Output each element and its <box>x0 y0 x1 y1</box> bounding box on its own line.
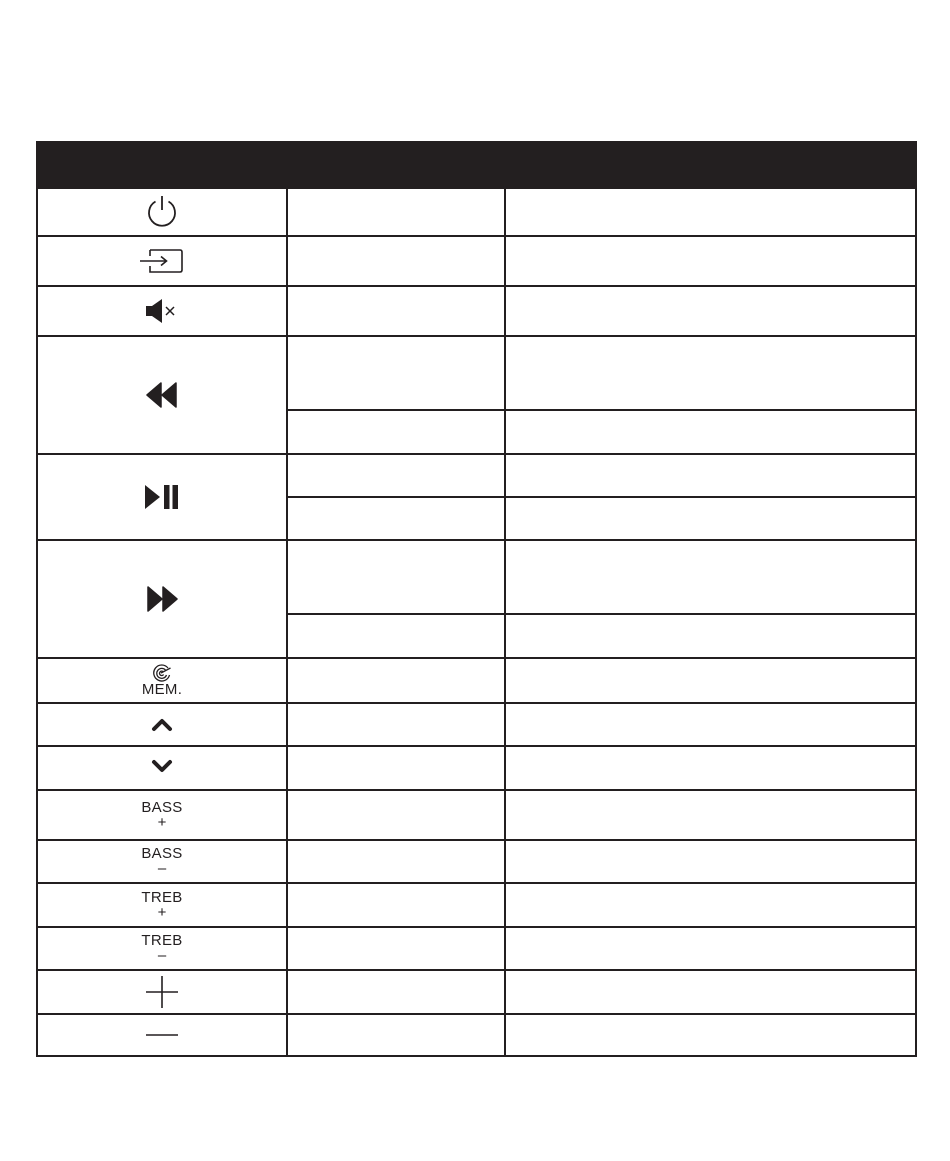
table-row <box>37 970 916 1014</box>
button-name-cell <box>287 286 505 336</box>
rewind-icon <box>146 382 178 408</box>
table-row <box>37 540 916 614</box>
volume-up-icon <box>144 974 180 1010</box>
button-icon-cell <box>37 236 287 286</box>
table-row <box>37 1014 916 1056</box>
button-description-cell <box>505 840 916 883</box>
button-description-cell <box>505 790 916 840</box>
button-description-cell <box>505 410 916 454</box>
button-description-cell <box>505 540 916 614</box>
memory-label: MEM. <box>141 680 183 698</box>
power-icon <box>144 194 180 230</box>
button-name-cell <box>287 970 505 1014</box>
button-description-cell <box>505 336 916 410</box>
plus-sign: + <box>157 903 167 921</box>
minus-sign: – <box>157 947 167 965</box>
table-row <box>37 286 916 336</box>
button-icon-cell <box>37 790 287 840</box>
button-name-cell <box>287 703 505 746</box>
button-icon-cell <box>37 746 287 790</box>
button-icon-cell <box>37 540 287 658</box>
bass-down-key <box>38 846 286 876</box>
input-source-icon <box>138 248 186 274</box>
table-row <box>37 236 916 286</box>
button-description-cell <box>505 497 916 540</box>
treble-label: TREB <box>141 888 183 906</box>
table-row <box>37 746 916 790</box>
table-row <box>37 188 916 236</box>
table-header-row <box>37 142 916 188</box>
table-row <box>37 840 916 883</box>
header-cell-button <box>37 142 287 188</box>
button-icon-cell <box>37 883 287 927</box>
button-icon-cell <box>37 927 287 970</box>
button-icon-cell <box>37 840 287 883</box>
button-name-cell <box>287 336 505 410</box>
button-name-cell <box>287 410 505 454</box>
memory-icon <box>152 664 172 682</box>
volume-down-icon <box>144 1030 180 1040</box>
button-name-cell <box>287 188 505 236</box>
button-name-cell <box>287 1014 505 1056</box>
table-row <box>37 703 916 746</box>
button-name-cell <box>287 540 505 614</box>
button-description-cell <box>505 927 916 970</box>
plus-sign: + <box>157 813 167 831</box>
button-description-cell <box>505 286 916 336</box>
button-name-cell <box>287 236 505 286</box>
table-row <box>37 658 916 702</box>
table-row <box>37 790 916 840</box>
button-description-cell <box>505 883 916 927</box>
bass-label: BASS <box>141 845 183 863</box>
button-icon-cell <box>37 286 287 336</box>
button-description-cell <box>505 188 916 236</box>
button-icon-cell <box>37 970 287 1014</box>
button-icon-cell <box>37 188 287 236</box>
chevron-up-icon <box>151 716 173 732</box>
table-row <box>37 883 916 927</box>
button-icon-cell <box>37 1014 287 1056</box>
bass-up-key <box>38 800 286 830</box>
button-name-cell <box>287 746 505 790</box>
button-description-cell <box>505 1014 916 1056</box>
button-name-cell <box>287 927 505 970</box>
treble-up-key <box>38 890 286 920</box>
button-icon-cell <box>37 703 287 746</box>
button-description-cell <box>505 614 916 658</box>
button-name-cell <box>287 790 505 840</box>
fast-forward-icon <box>146 586 178 612</box>
bass-label: BASS <box>141 798 183 816</box>
mute-icon <box>144 298 180 324</box>
button-icon-cell <box>37 454 287 540</box>
button-description-cell <box>505 236 916 286</box>
button-icon-cell <box>37 658 287 702</box>
button-description-cell <box>505 658 916 702</box>
button-function-table <box>36 141 917 1057</box>
button-name-cell <box>287 658 505 702</box>
button-description-cell <box>505 970 916 1014</box>
button-description-cell <box>505 454 916 497</box>
table-row <box>37 336 916 410</box>
button-name-cell <box>287 614 505 658</box>
memory-key <box>38 664 286 698</box>
play-pause-icon <box>143 484 181 510</box>
button-icon-cell <box>37 336 287 454</box>
header-cell-name <box>287 142 505 188</box>
treble-down-key <box>38 933 286 963</box>
button-name-cell <box>287 840 505 883</box>
table-row <box>37 454 916 497</box>
treble-label: TREB <box>141 932 183 950</box>
button-description-cell <box>505 746 916 790</box>
button-name-cell <box>287 883 505 927</box>
chevron-down-icon <box>151 759 173 775</box>
button-name-cell <box>287 454 505 497</box>
button-name-cell <box>287 497 505 540</box>
header-cell-description <box>505 142 916 188</box>
minus-sign: – <box>157 860 167 878</box>
button-description-cell <box>505 703 916 746</box>
table-row <box>37 927 916 970</box>
